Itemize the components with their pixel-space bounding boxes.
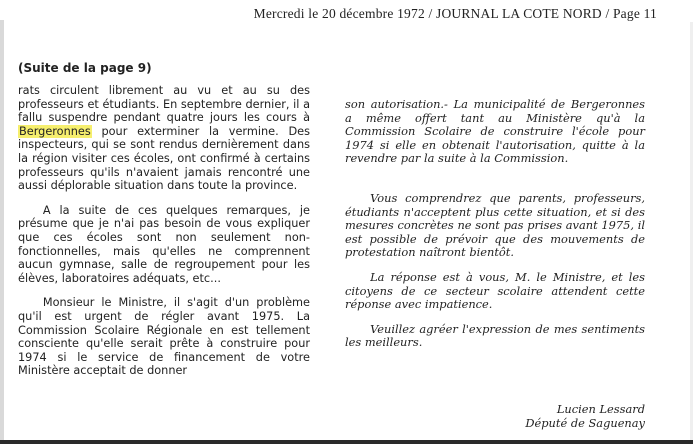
- right-paragraph-4: Veuillez agréer l'expression de mes sentiments les meilleurs.: [345, 321, 645, 350]
- left-paragraph-1: [18, 84, 310, 193]
- left-p1-text-after: pour exterminer la vermine. Des inspecteurs, qui se sont rendus dernièrement dans la région visiter ces écoles, ont confirmé à certains professeurs qu'ils n'avaient jamais rencontré une aussi déplorable situation dans toute la province.: [18, 124, 310, 193]
- signature-title: Député de Saguenay: [525, 415, 645, 430]
- left-paragraph-3: Monsieur le Ministre, il s'agit d'un problème qu'il est urgent de régler avant 1975. La Commission Scolaire Régionale en est tellement consciente qu'elle serait prête à construire pour 1974 si le service de financement de votre Ministère acceptait de donner: [18, 296, 310, 378]
- signature-block: [525, 403, 645, 430]
- right-paragraph-1: son autorisation.- La municipalité de Bergeronnes a même offert tant au Ministère qu'à la Commission Scolaire de construire l'école pour 1974 si elle en obtenait l'autorisation, quitte à la revendre par la suite à la Commission.: [345, 97, 645, 166]
- left-paragraph-2: A la suite de ces quelques remarques, je présume que je n'ai pas besoin de vous expliquer que ces écoles sont non seulement non-fonctionnelles, mais qu'elles ne comprennent aucun gymnase, salle de regroupement pour les élèves, laboratoires adéquats, etc...: [18, 203, 310, 285]
- left-p1-text-before: rats circulent librement au vu et au su des professeurs et étudiants. En septembre dernier, il a fallu suspendre pendant quatre jours les cours à: [18, 84, 310, 125]
- signature-name: Lucien Lessard: [556, 402, 645, 416]
- continuation-label: (Suite de la page 9): [18, 61, 152, 75]
- bottom-border: [0, 440, 693, 444]
- right-paragraph-3: La réponse est à vous, M. le Ministre, et les citoyens de ce secteur scolaire attendent cette réponse avec impatience.: [345, 269, 645, 312]
- left-column: [18, 84, 310, 378]
- right-column: [345, 98, 645, 350]
- page-header: Mercredi le 20 décembre 1972 / JOURNAL LA COTE NORD / Page 11: [253, 6, 657, 21]
- highlighted-word: Bergeronnes: [19, 124, 91, 138]
- right-paragraph-2: Vous comprendrez que parents, professeurs, étudiants n'acceptent plus cette situation, et si des mesures concrètes ne sont pas prises avant 1975, il est possible de prévoir que des mouvements de protestation naîtront bientôt.: [345, 190, 645, 260]
- page-left-edge: [0, 20, 4, 444]
